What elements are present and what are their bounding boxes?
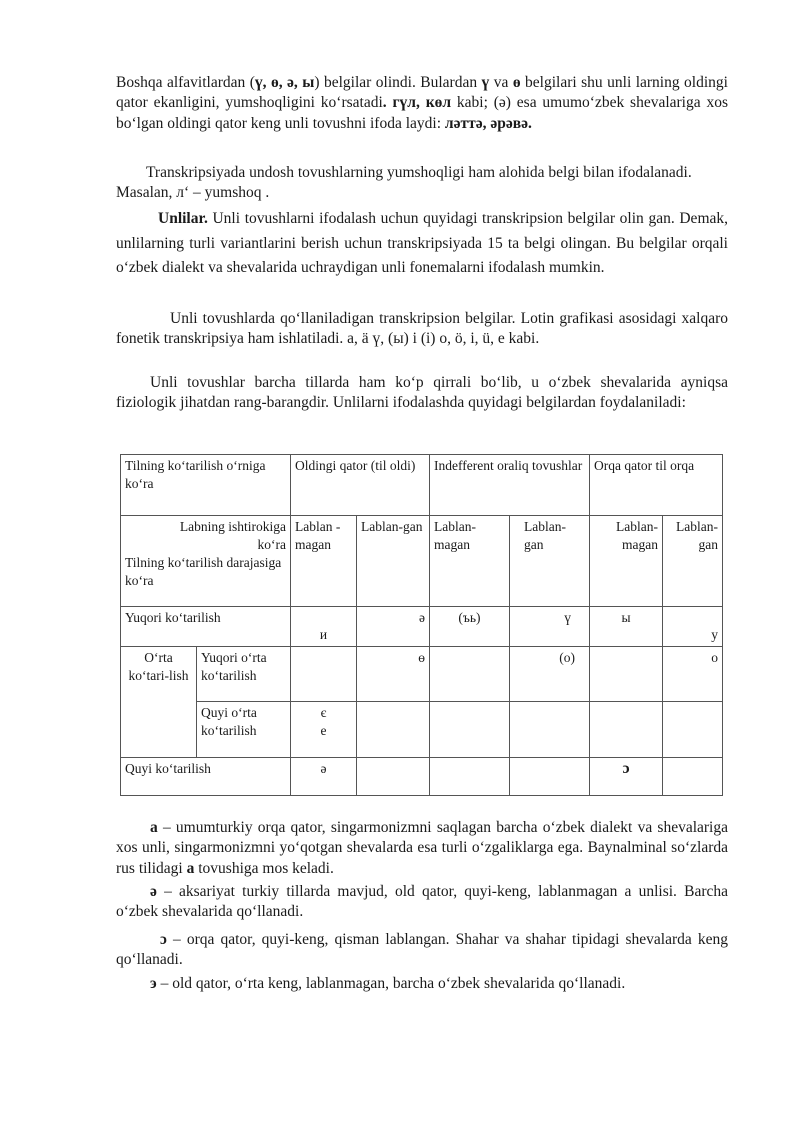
bold-text: a xyxy=(150,819,158,836)
text: Unli tovushlarni ifodalash uchun quyidagi transkripsion belgilar olin gan. Demak, unlilarning turli variantlarini berish uchun transkripsiyada 15 ta belgi olingan. Bu belgilar orqali o‘zbek dialekt va shevalarida uchraydigan unli fonemalarni ifodalash mumkin. xyxy=(116,210,728,276)
bold-text: ɔ xyxy=(160,931,167,948)
bold-text: ө xyxy=(512,74,521,91)
subheader-lip: Labning ishtirokiga ko‘ra xyxy=(179,519,286,552)
col-rounded-back: Lablan-gan xyxy=(663,516,723,607)
symbol: е xyxy=(320,723,327,738)
definition-open-o xyxy=(116,930,728,971)
table-header-row xyxy=(121,455,723,516)
definition-schwa xyxy=(116,882,728,923)
table-row-low xyxy=(121,758,723,796)
col-unrounded-back: Lablan-magan xyxy=(590,516,663,607)
cell-symbol: о xyxy=(663,647,723,702)
row-label-lower-mid: Quyi o‘rta ko‘tarilish xyxy=(197,702,291,758)
cell-symbol xyxy=(663,758,723,796)
cell-symbol: ө xyxy=(357,647,430,702)
cell-symbol xyxy=(590,702,663,758)
header-front-row: Oldingi qator (til oldi) xyxy=(291,455,430,516)
cell-symbol xyxy=(430,758,510,796)
cell-symbol xyxy=(357,702,430,758)
col-unrounded-front: Lablan -magan xyxy=(291,516,357,607)
header-middle-row: Indefferent oraliq tovushlar xyxy=(430,455,590,516)
cell-symbol: и xyxy=(291,607,357,647)
cell-symbol xyxy=(357,758,430,796)
bold-text: ләттә, әрәвә. xyxy=(444,114,532,132)
table-row-upper-mid xyxy=(121,647,723,702)
row-label-low: Quyi ko‘tarilish xyxy=(121,758,291,796)
table-subheader-row xyxy=(121,516,723,607)
table-row-high xyxy=(121,607,723,647)
bold-text: ә xyxy=(150,883,157,900)
row-label-high: Yuqori ko‘tarilish xyxy=(121,607,291,647)
cell-symbol xyxy=(590,647,663,702)
definition-e xyxy=(116,974,728,994)
cell-symbol xyxy=(430,647,510,702)
cell-symbol xyxy=(291,647,357,702)
text: ) belgilar olindi. Bulardan xyxy=(314,74,482,91)
subheader-cell xyxy=(121,516,291,607)
col-rounded-middle: Lablan-gan xyxy=(510,516,590,607)
paragraph-symbols-intro: Unli tovushlar barcha tillarda ham ko‘p qirrali bo‘lib, u o‘zbek shevalarida ayniqsa fiziologik jihatdan rang-barangdir. Unlilarni ifodalashda quyidagi belgilardan foydalaniladi: xyxy=(116,374,728,412)
row-label-mid: O‘rta ko‘tari-lish xyxy=(121,647,197,758)
table-row-lower-mid xyxy=(121,702,723,758)
symbol: є xyxy=(320,705,327,720)
col-rounded-front: Lablan-gan xyxy=(357,516,430,607)
col-unrounded-middle: Lablan-magan xyxy=(430,516,510,607)
cell-symbol xyxy=(430,702,510,758)
paragraph-transcription: Unli tovushlarda qo‘llaniladigan transkripsion belgilar. Lotin grafikasi asosidagi xalqaro fonetik transkripsiya ham ishlatiladi. a, ä ү, (ы) i (i) o, ö, i, ü, e kabi. xyxy=(116,310,728,348)
vowel-transcription-table xyxy=(120,454,723,796)
text: – umumturkiy orqa qator, singarmonizmni saqlagan barcha o‘zbek dialekt va shevalariga xos unli, singarmonizmni yo‘qotgan shevalarda esa turli o‘zgaliklarga ega. Baynalminal so‘zlarda rus tilidagi xyxy=(116,819,728,877)
bold-text: ү, ө, ә, ы xyxy=(254,74,315,91)
cell-symbol: ɔ xyxy=(590,758,663,796)
paragraph-alphabets xyxy=(116,73,728,134)
header-back-row: Orqa qator til orqa xyxy=(590,455,723,516)
subheader-rise: Tilning ko‘tarilish darajasiga ko‘ra xyxy=(125,555,282,588)
text: – orqa qator, quyi-keng, qisman lablangan. Shahar va shahar tipidagi shevalarda keng qo‘llanadi. xyxy=(116,931,728,969)
bold-text: э xyxy=(150,975,157,992)
header-rise-place: Tilning ko‘tarilish o‘rniga ko‘ra xyxy=(121,455,291,516)
text: tovushiga mos keladi. xyxy=(194,859,334,877)
bold-text: a xyxy=(186,859,195,877)
paragraph-softness: Transkripsiyada undosh tovushlarning yumshoqligi ham alohida belgi bilan ifodalanadi. Masalan, л‘ – yumshoq . xyxy=(116,164,692,202)
cell-symbol xyxy=(663,702,723,758)
bold-text: Unlilar. xyxy=(158,210,208,227)
text: va xyxy=(489,74,513,91)
cell-symbol xyxy=(510,758,590,796)
cell-symbol: ү xyxy=(510,607,590,647)
cell-symbol: ы xyxy=(590,607,663,647)
text: Boshqa alfavitlardan ( xyxy=(116,74,255,91)
bold-text: . гүл, көл xyxy=(382,94,452,112)
cell-symbol: (ъь) xyxy=(430,607,510,647)
definition-a xyxy=(116,818,728,879)
cell-symbol xyxy=(291,702,357,758)
text: – old qator, o‘rta keng, lablanmagan, barcha o‘zbek shevalarida qo‘llanadi. xyxy=(156,975,626,992)
paragraph-vowels xyxy=(116,207,728,281)
bold-text: ү xyxy=(481,74,490,91)
text: – aksariyat turkiy tillarda mavjud, old qator, quyi-keng, lablanmagan a unlisi. Barcha o‘zbek shevalarida qo‘llanadi. xyxy=(116,883,728,921)
row-label-upper-mid: Yuqori o‘rta ko‘tarilish xyxy=(197,647,291,702)
text: belgilari shu unli larning oldingi qator ekanligini, yumshoqligini ko‘rsatadi xyxy=(116,74,728,112)
cell-symbol: ә xyxy=(357,607,430,647)
cell-symbol: (о) xyxy=(510,647,590,702)
cell-symbol: у xyxy=(663,607,723,647)
text: kabi; (ә) esa umumo‘zbek shevalariga xos bo‘lgan oldingi qator keng unli tovushni ifoda laydi: xyxy=(116,94,728,132)
cell-symbol: ә xyxy=(291,758,357,796)
cell-symbol xyxy=(510,702,590,758)
